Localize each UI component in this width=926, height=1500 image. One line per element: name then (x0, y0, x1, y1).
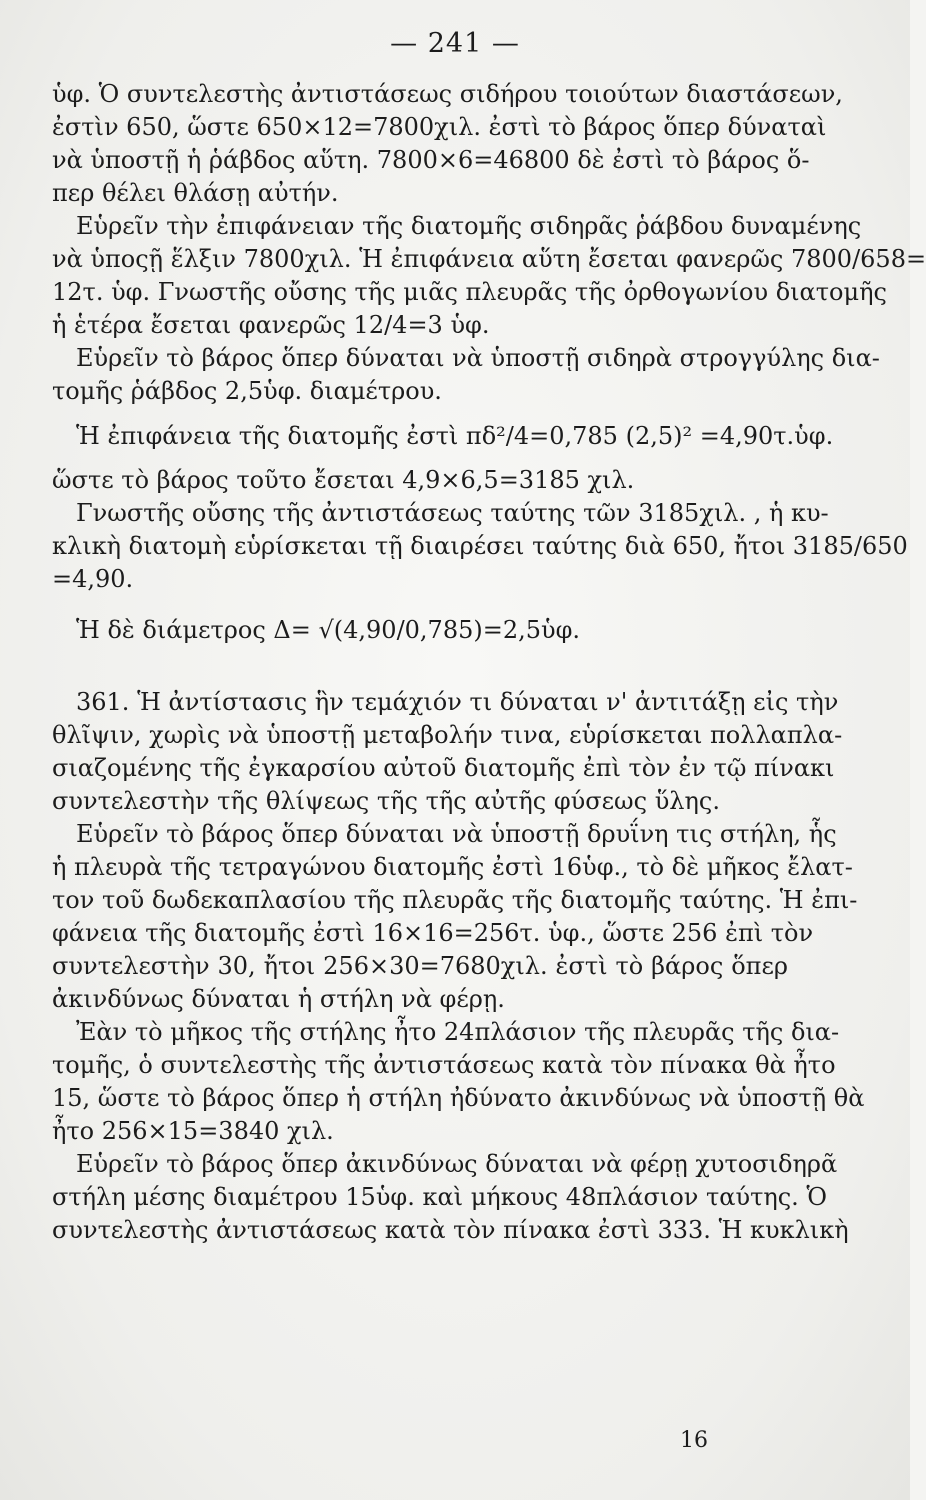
paragraph-last-line: ἡ ἑτέρα ἔσεται φανερῶς 12/4=3 ὑφ. (52, 311, 490, 339)
text-line: ἐστὶν 650, ὥστε 650×12=7800χιλ. ἐστὶ τὸ βάρος ὅπερ δύναταὶ (52, 113, 827, 141)
text-line: κλικὴ διατομὴ εὑρίσκεται τῇ διαιρέσει ταύτης διὰ 650, ἤτοι 3185/650 (52, 532, 908, 560)
page-number-header: — 241 — (390, 28, 520, 59)
text-line: 15, ὥστε τὸ βάρος ὅπερ ἡ στήλη ἠδύνατο ἀκινδύνως νὰ ὑποστῇ θὰ (52, 1084, 865, 1112)
text-line: τομῆς, ὁ συντελεστὴς τῆς ἀντιστάσεως κατὰ τὸν πίνακα θὰ ἦτο (52, 1051, 836, 1079)
paragraph-last-line: ἀκινδύνως δύναται ἡ στήλη νὰ φέρῃ. (52, 985, 505, 1013)
text-line: στήλη μέσης διαμέτρου 15ὑφ. καὶ μήκους 48πλάσιον ταύτης. Ὁ (52, 1183, 828, 1211)
paragraph-first-line: Εὑρεῖν τὸ βάρος ὅπερ δύναται νὰ ὑποστῇ δρυΐνη τις στήλη, ἧς (76, 820, 837, 848)
paragraph-last-line: συντελεστὴν τῆς θλίψεως τῆς τῆς αὐτῆς φύσεως ὕλης. (52, 787, 720, 815)
text-line: ὑφ. Ὁ συντελεστὴς ἀντιστάσεως σιδήρου τοιούτων διαστάσεων, (52, 80, 843, 108)
page-body-text (52, 78, 926, 1247)
text-line: τον τοῦ δωδεκαπλασίου τῆς πλευρᾶς τῆς διατομῆς ταύτης. Ἡ ἐπι- (52, 886, 858, 914)
signature-mark: 16 (680, 1428, 708, 1453)
paragraph-last-line: περ θέλει θλάσῃ αὐτήν. (52, 179, 339, 207)
paragraph-first-line: Εὑρεῖν τὸ βάρος ὅπερ δύναται νὰ ὑποστῇ σιδηρὰ στρογγύλης δια- (76, 344, 880, 372)
paragraph-first-line: 361. Ἡ ἀντίστασις ἣν τεμάχιόν τι δύναται ν' ἀντιτάξῃ εἰς τὴν (76, 688, 839, 716)
paragraph-last-line: ἦτο 256×15=3840 χιλ. (52, 1117, 334, 1145)
text-line: συντελεστὴς ἀντιστάσεως κατὰ τὸν πίνακα ἐστὶ 333. Ἡ κυκλικὴ (52, 1216, 849, 1244)
paragraph-first-line: Εὑρεῖν τὴν ἐπιφάνειαν τῆς διατομῆς σιδηρᾶς ῥάβδου δυναμένης (76, 212, 862, 240)
text-line: 12τ. ὑφ. Γνωστῆς οὔσης τῆς μιᾶς πλευρᾶς τῆς ὀρθογωνίου διατομῆς (52, 278, 887, 306)
paragraph-first-line: Εὑρεῖν τὸ βάρος ὅπερ ἀκινδύνως δύναται νὰ φέρῃ χυτοσιδηρᾶ (76, 1150, 838, 1178)
paragraph-first-line: Γνωστῆς οὔσης τῆς ἀντιστάσεως ταύτης τῶν 3185χιλ. , ἡ κυ- (76, 499, 829, 527)
paragraph-last-line: τομῆς ῥάβδος 2,5ὑφ. διαμέτρου. (52, 377, 442, 405)
formula-line: Ἡ δὲ διάμετρος Δ= √(4,90/0,785)=2,5ὑφ. (76, 616, 581, 644)
formula-line: Ἡ ἐπιφάνεια τῆς διατομῆς ἐστὶ πδ²/4=0,785 (2,5)² =4,90τ.ὑφ. (76, 422, 834, 450)
paragraph-last-line: ὥστε τὸ βάρος τοῦτο ἔσεται 4,9×6,5=3185 χιλ. (52, 466, 635, 494)
text-line: νὰ ὑποστῇ ἡ ῥάβδος αὕτη. 7800×6=46800 δὲ ἐστὶ τὸ βάρος ὅ- (52, 146, 810, 174)
text-line: ἡ πλευρὰ τῆς τετραγώνου διατομῆς ἐστὶ 16ὑφ., τὸ δὲ μῆκος ἔλατ- (52, 853, 853, 881)
paragraph-last-line: =4,90. (52, 565, 134, 593)
text-line: σιαζομένης τῆς ἐγκαρσίου αὐτοῦ διατομῆς ἐπὶ τὸν ἐν τῷ πίνακι (52, 754, 835, 782)
text-line: φάνεια τῆς διατομῆς ἐστὶ 16×16=256τ. ὑφ., ὥστε 256 ἐπὶ τὸν (52, 919, 814, 947)
section-gap (52, 664, 788, 686)
paragraph-first-line: Ἐὰν τὸ μῆκος τῆς στήλης ἦτο 24πλάσιον τῆς πλευρᾶς τῆς δια- (76, 1018, 840, 1046)
text-line: θλῖψιν, χωρὶς νὰ ὑποστῇ μεταβολήν τινα, εὑρίσκεται πολλαπλα- (52, 721, 843, 749)
text-line: συντελεστὴν 30, ἤτοι 256×30=7680χιλ. ἐστὶ τὸ βάρος ὅπερ (52, 952, 788, 980)
text-line: νὰ ὑποςῇ ἕλξιν 7800χιλ. Ἡ ἐπιφάνεια αὕτη ἔσεται φανερῶς 7800/658= (52, 245, 926, 273)
